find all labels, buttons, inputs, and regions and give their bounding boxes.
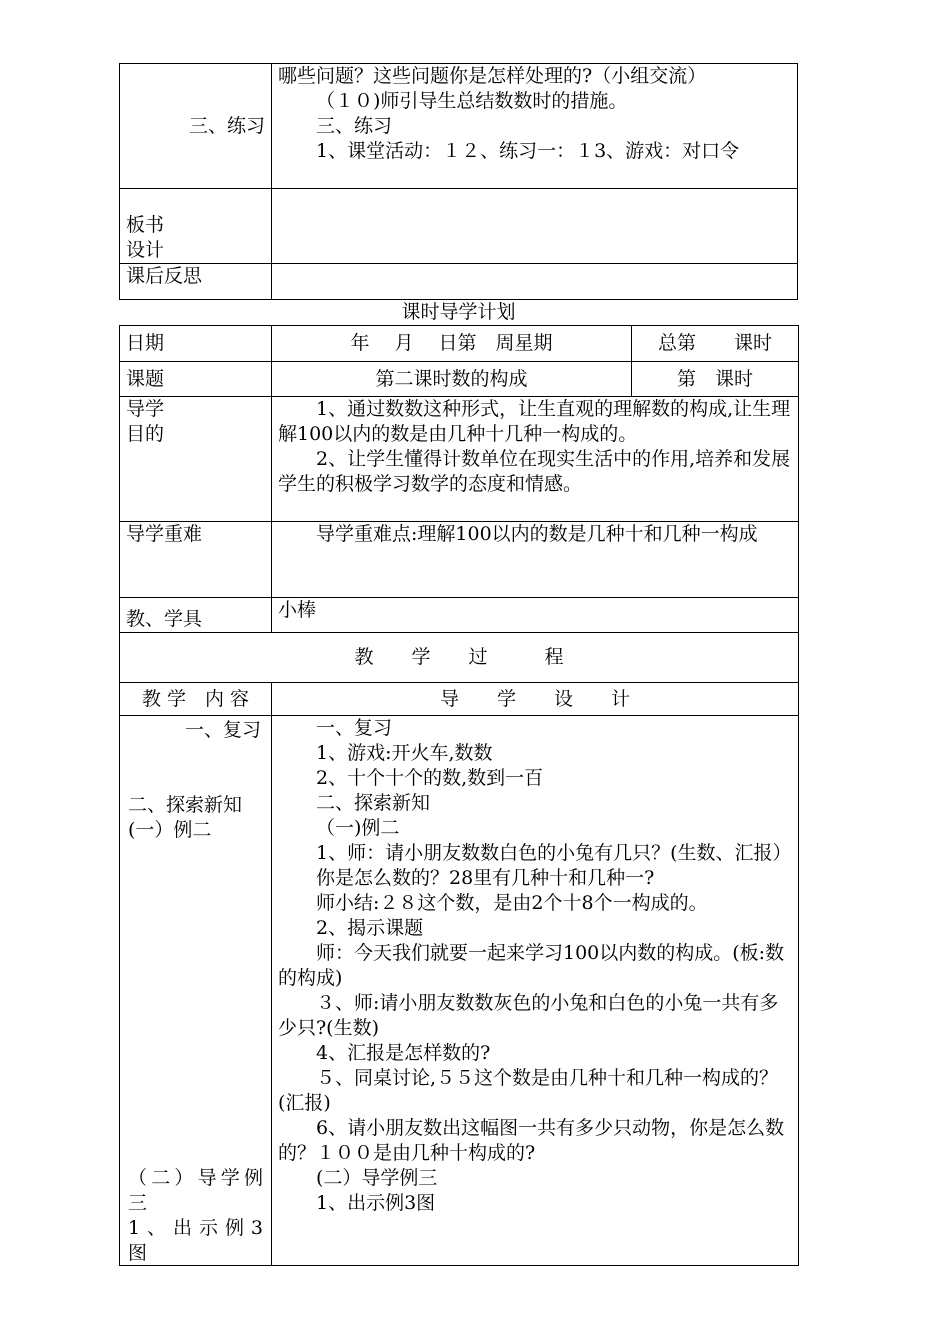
- process-line: 师：今天我们就要一起来学习100以内数的构成。(板:数的构成): [278, 942, 785, 989]
- process-guide-label: 图: [128, 1242, 148, 1264]
- process-line: 2、十个十个的数,数到一百: [316, 767, 544, 789]
- topic-label-cell: [120, 362, 272, 397]
- lesson-plan-table: [119, 325, 799, 1266]
- goal-paragraph: 1、通过数数这种形式，让生直观的理解数的构成,让生理解100以内的数是由几种十几种一构成的。: [278, 398, 791, 445]
- process-line: 1、游戏:开火车,数数: [316, 742, 493, 764]
- reflection-label-cell: [120, 264, 272, 300]
- process-line: （一)例二: [316, 817, 400, 839]
- process-guide-label: （二）导学例: [128, 1167, 263, 1189]
- reflection-cell: [272, 264, 798, 300]
- tools-label: 教、学具: [126, 608, 203, 630]
- process-line: 师小结:２８这个数，是由2个十8个一构成的。: [316, 892, 708, 914]
- date-value: 年 月 日第 周星期: [350, 332, 553, 354]
- topic-label: 课题: [126, 367, 165, 390]
- process-right-cell: [272, 716, 799, 1266]
- total-lesson-cell: [632, 326, 799, 362]
- goals-label: 目的: [126, 423, 165, 445]
- goals-label-cell: [120, 397, 272, 522]
- process-example-two-label: (一）例二: [128, 819, 212, 841]
- lesson-number-cell: [632, 362, 799, 397]
- practice-line: 哪些问题？这些问题你是怎样处理的?（小组交流）: [278, 65, 707, 87]
- process-line: 4、汇报是怎样数的?: [316, 1042, 491, 1064]
- practice-line: （１０)师引导生总结数数时的措施。: [316, 90, 628, 112]
- total-lesson-label: 总第 课时: [657, 332, 772, 354]
- process-line: 你是怎么数的？28里有几种十和几种一?: [316, 867, 655, 889]
- practice-line: 三、练习: [316, 115, 393, 137]
- date-value-cell: [272, 326, 632, 362]
- difficulty-label-cell: [120, 522, 272, 598]
- process-right-header: 导 学 设 计: [439, 687, 630, 710]
- topic-value-cell: [272, 362, 632, 397]
- board-design-label-cell: [120, 189, 272, 264]
- practice-content-cell: [272, 64, 798, 189]
- goals-label: 导学: [126, 398, 165, 420]
- date-label-cell: [120, 326, 272, 362]
- topic-value: 第二课时数的构成: [375, 367, 528, 390]
- lesson-number-label: 第 课时: [676, 367, 753, 390]
- difficulty-text: 导学重难点:理解100以内的数是几种十和几种一构成: [316, 523, 758, 545]
- tools-label-cell: [120, 598, 272, 633]
- process-line: (二）导学例三: [316, 1167, 438, 1189]
- process-line: 1、出示例3图: [316, 1192, 436, 1214]
- goals-content-cell: [272, 397, 799, 522]
- practice-section-cell: [120, 64, 272, 189]
- process-left-header: 教 学 内 容: [141, 687, 250, 710]
- process-title: 教 学 过 程: [354, 646, 564, 668]
- board-design-cell: [272, 189, 798, 264]
- process-explore-label: 二、探索新知: [128, 794, 243, 816]
- process-line: 1、师：请小朋友数数白色的小兔有几只？(生数、汇报）: [316, 842, 792, 864]
- plan-title: 课时导学计划: [401, 301, 516, 323]
- process-guide-label: 三: [128, 1192, 148, 1214]
- tools-text: 小棒: [278, 599, 317, 621]
- process-line: ５、同桌讨论,５５这个数是由几种十和几种一构成的？(汇报): [278, 1067, 779, 1114]
- goal-paragraph: 2、让学生懂得计数单位在现实生活中的作用,培养和发展学生的积极学习数学的态度和情感。: [278, 448, 791, 495]
- process-left-header-cell: [120, 683, 272, 716]
- difficulty-content-cell: [272, 522, 799, 598]
- process-guide-label: 1、出示例3: [128, 1217, 263, 1239]
- board-design-label: 设计: [126, 239, 165, 261]
- previous-plan-table: [119, 63, 798, 300]
- date-label: 日期: [126, 332, 165, 354]
- board-design-label: 板书: [126, 214, 165, 236]
- process-line: ３、师:请小朋友数数灰色的小兔和白色的小兔一共有多少只?(生数): [278, 992, 779, 1039]
- tools-content-cell: [272, 598, 799, 633]
- process-title-cell: [120, 633, 799, 683]
- process-left-cell: [120, 716, 272, 1266]
- process-line: 一、复习: [316, 717, 393, 739]
- practice-section-label: 三、练习: [188, 114, 265, 137]
- process-line: 6、请小朋友数出这幅图一共有多少只动物，你是怎么数的？１００是由几种十构成的?: [278, 1117, 785, 1164]
- process-review-label: 一、复习: [184, 719, 261, 741]
- process-right-header-cell: [272, 683, 799, 716]
- process-line: 2、揭示课题: [316, 917, 424, 939]
- practice-line: 1、课堂活动：１２、练习一：１3、游戏：对口令: [316, 140, 740, 162]
- process-line: 二、探索新知: [316, 792, 431, 814]
- reflection-label: 课后反思: [126, 265, 203, 287]
- difficulty-label: 导学重难: [126, 523, 203, 545]
